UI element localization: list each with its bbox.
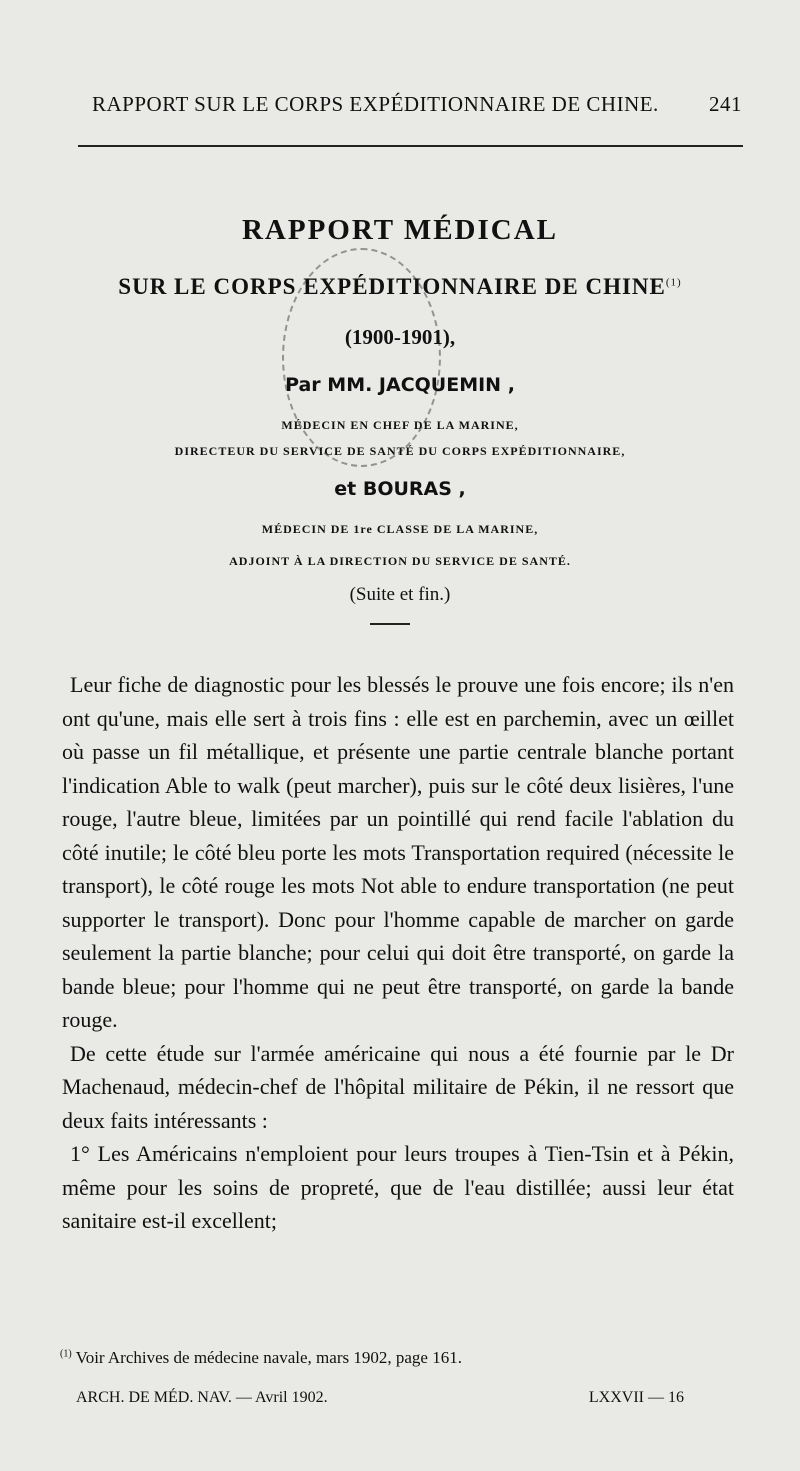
article-dates: (1900-1901),: [344, 325, 456, 349]
page-number: 241: [709, 92, 742, 116]
continuation-note: (Suite et fin.): [349, 584, 451, 605]
body-text: [62, 668, 734, 1238]
paragraph-1: Leur fiche de diagnostic pour les blessés le prouve une fois encore; ils n'en ont qu'une, mais elle sert à trois fins : elle est en parchemin, avec un œillet où passe un fil métallique, et présente une partie centrale blanche portant l'indication Able to walk (peut marcher), puis sur le côté deux lisières, l'une rouge, l'autre bleue, limitées par un pointillé qui rend facile l'ablation du côté inutile; le côté bleu porte les mots Transportation required (nécessite le transport), le côté rouge les mots Not able to endure transportation (ne peut supporter le transport). Donc pour l'homme capable de marcher on garde seulement la partie blanche; pour celui qui doit être transporté, on garde la bande bleue; pour l'homme qui ne peut être transporté, on garde la bande rouge.: [62, 672, 734, 1032]
header-rule: [78, 145, 743, 147]
footnote-marker: (1): [60, 1348, 72, 1360]
footnote-text: Voir Archives de médecine navale, mars 1902, page 161.: [75, 1348, 462, 1367]
running-head-title: RAPPORT SUR LE CORPS EXPÉDITIONNAIRE DE CHINE.: [92, 92, 659, 116]
article-title: RAPPORT MÉDICAL: [241, 214, 559, 246]
by-line: Par MM. JACQUEMIN ,: [285, 374, 515, 396]
author1-role2: DIRECTEUR DU SERVICE DE SANTÉ DU CORPS EXPÉDITIONNAIRE,: [174, 444, 626, 458]
page-footer: [76, 1389, 684, 1407]
footer-signature: LXXVII — 16: [588, 1389, 684, 1406]
footer-journal: ARCH. DE MÉD. NAV. — Avril 1902.: [76, 1389, 328, 1406]
author2-role2: ADJOINT À LA DIRECTION DU SERVICE DE SANTÉ.: [229, 554, 571, 568]
article-subtitle: [0, 274, 800, 300]
article-subtitle-text: SUR LE CORPS EXPÉDITIONNAIRE DE CHINE: [118, 274, 666, 299]
title-rule: [370, 623, 410, 625]
paragraph-2: De cette étude sur l'armée américaine qui nous a été fournie par le Dr Machenaud, médecin-chef de l'hôpital militaire de Pékin, il ne ressort que deux faits intéressants :: [62, 1040, 734, 1133]
footnote-ref: (1): [665, 276, 682, 289]
author1-role1: MÉDECIN EN CHEF DE LA MARINE,: [281, 418, 519, 432]
author2: et BOURAS ,: [334, 478, 466, 500]
footnote: [60, 1348, 740, 1368]
author2-role1: MÉDECIN DE 1re CLASSE DE LA MARINE,: [261, 522, 539, 536]
running-head: [92, 92, 742, 117]
paragraph-3: 1° Les Américains n'emploient pour leurs troupes à Tien-Tsin et à Pékin, même pour les soins de propreté, que de l'eau distillée; aussi leur état sanitaire est-il excellent;: [62, 1141, 734, 1233]
